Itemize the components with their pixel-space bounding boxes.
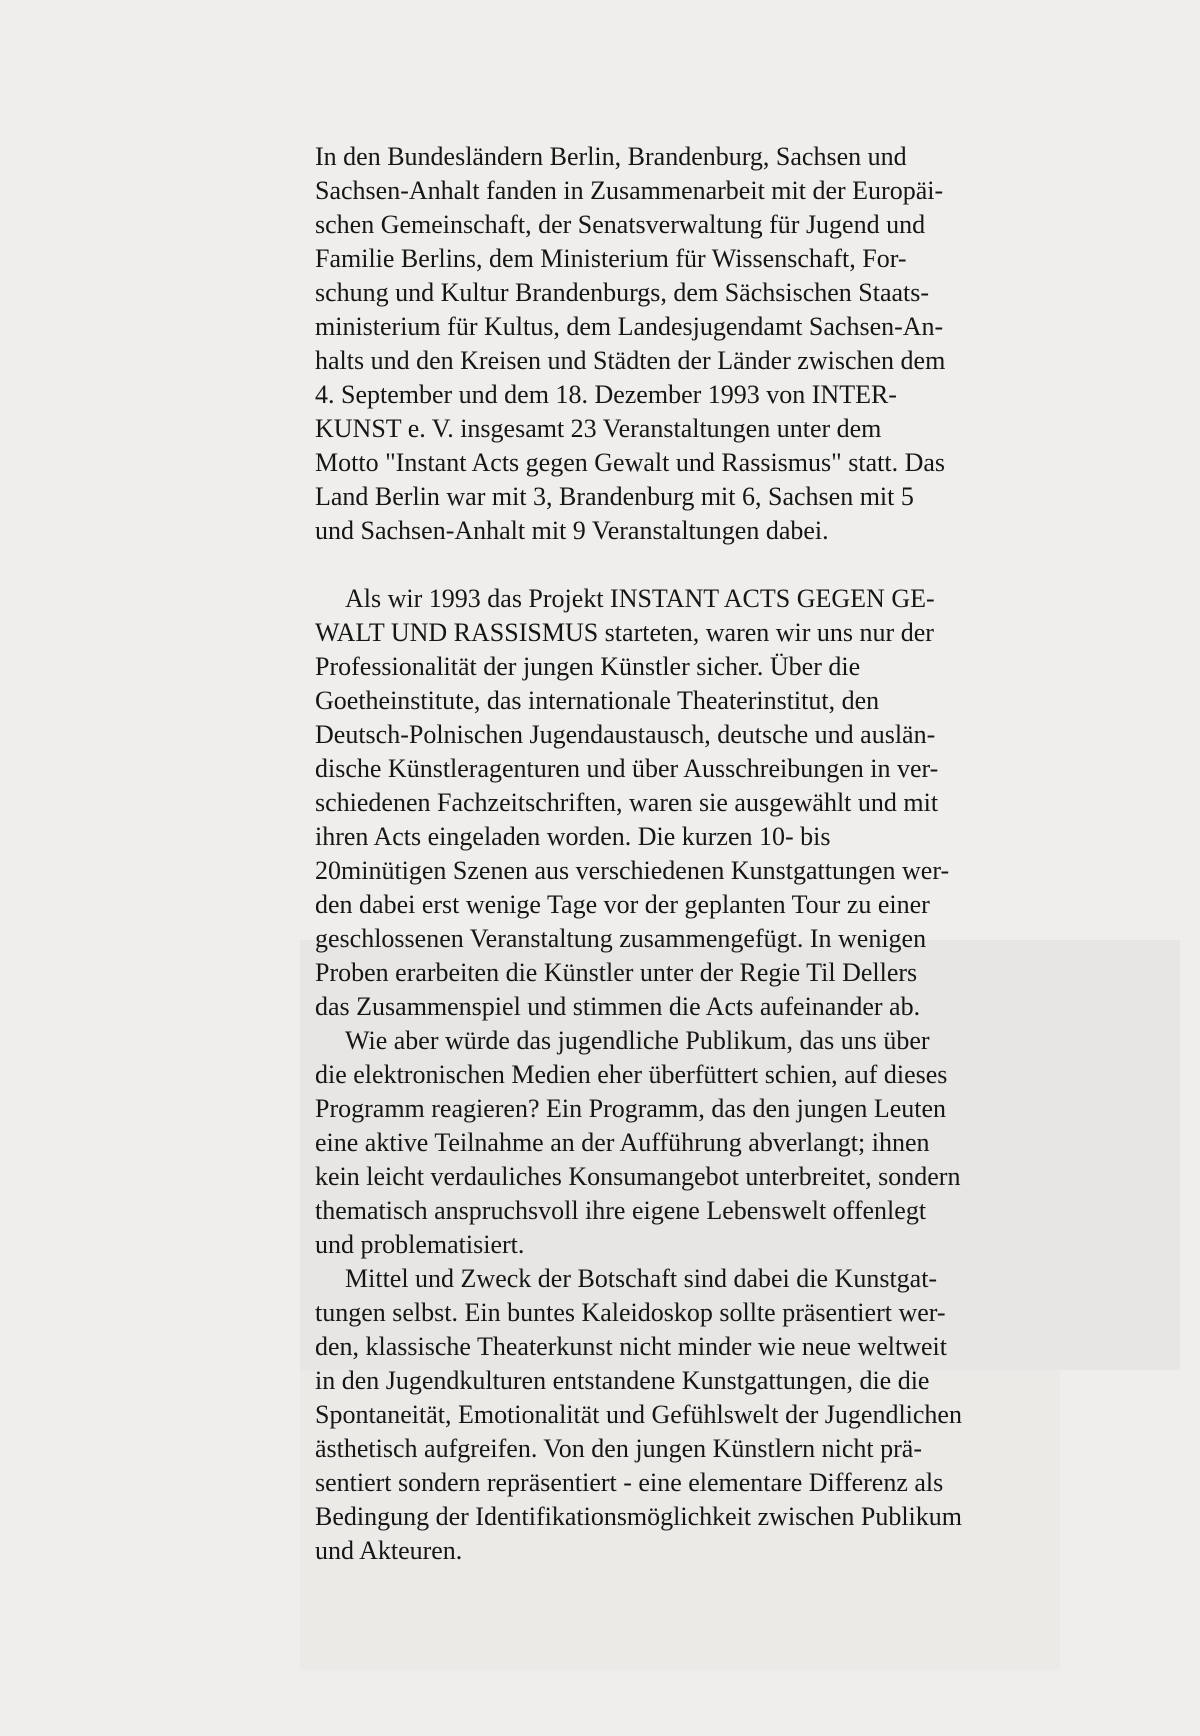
text-line: tungen selbst. Ein buntes Kaleidoskop sollte präsentiert wer- (315, 1298, 946, 1327)
text-line: die elektronischen Medien eher überfüttert schien, auf dieses (315, 1060, 948, 1089)
text-line: Professionalität der jungen Künstler sicher. Über die (315, 652, 861, 681)
text-line: KUNST e. V. insgesamt 23 Veranstaltungen unter dem (315, 414, 882, 443)
text-line: kein leicht verdauliches Konsumangebot unterbreitet, sondern (315, 1162, 961, 1191)
text-line: geschlossenen Veranstaltung zusammengefügt. In wenigen (315, 924, 927, 953)
text-line: und Sachsen-Anhalt mit 9 Veranstaltungen dabei. (315, 516, 829, 545)
text-line: 4. September und dem 18. Dezember 1993 von INTER- (315, 380, 897, 409)
text-line: den dabei erst wenige Tage vor der geplanten Tour zu einer (315, 890, 930, 919)
text-line: Spontaneität, Emotionalität und Gefühlswelt der Jugendlichen (315, 1400, 962, 1429)
text-line: dische Künstleragenturen und über Ausschreibungen in ver- (315, 754, 939, 783)
text-line: das Zusammenspiel und stimmen die Acts aufeinander ab. (315, 992, 921, 1021)
text-line: Programm reagieren? Ein Programm, das den jungen Leuten (315, 1094, 947, 1123)
text-line: und Akteuren. (315, 1536, 463, 1565)
text-line: Motto "Instant Acts gegen Gewalt und Rassismus" statt. Das (315, 448, 946, 477)
text-line: schiedenen Fachzeitschriften, waren sie ausgewählt und mit (315, 788, 939, 817)
text-line: den, klassische Theaterkunst nicht minder wie neue weltweit (315, 1332, 947, 1361)
text-line: Wie aber würde das jugendliche Publikum, das uns über (345, 1026, 930, 1055)
text-line: schung und Kultur Brandenburgs, dem Sächsischen Staats- (315, 278, 930, 307)
text-line: ästhetisch aufgreifen. Von den jungen Künstlern nicht prä- (315, 1434, 922, 1463)
text-line: halts und den Kreisen und Städten der Länder zwischen dem (315, 346, 946, 375)
text-line: Land Berlin war mit 3, Brandenburg mit 6, Sachsen mit 5 (315, 482, 914, 511)
paragraph-2 (315, 582, 1085, 1024)
text-line: Goetheinstitute, das internationale Theaterinstitut, den (315, 686, 880, 715)
text-line: eine aktive Teilnahme an der Aufführung abverlangt; ihnen (315, 1128, 930, 1157)
paragraph-spacer (315, 548, 1085, 582)
text-line: WALT UND RASSISMUS starteten, waren wir uns nur der (315, 618, 934, 647)
text-line: und problematisiert. (315, 1230, 525, 1259)
paragraph-1 (315, 140, 1085, 548)
text-line: Sachsen-Anhalt fanden in Zusammenarbeit mit der Europäi- (315, 176, 944, 205)
text-line: 20minütigen Szenen aus verschiedenen Kunstgattungen wer- (315, 856, 950, 885)
text-line: Deutsch-Polnischen Jugendaustausch, deutsche und auslän- (315, 720, 936, 749)
paragraph-4 (315, 1262, 1085, 1568)
text-line: Bedingung der Identifikationsmöglichkeit zwischen Publikum (315, 1502, 963, 1531)
text-line: ihren Acts eingeladen worden. Die kurzen 10- bis (315, 822, 831, 851)
text-line: thematisch anspruchsvoll ihre eigene Lebenswelt offenlegt (315, 1196, 927, 1225)
text-line: Familie Berlins, dem Ministerium für Wissenschaft, For- (315, 244, 907, 273)
text-line: in den Jugendkulturen entstandene Kunstgattungen, die die (315, 1366, 930, 1395)
text-line: Als wir 1993 das Projekt INSTANT ACTS GEGEN GE- (345, 584, 935, 613)
paragraph-3 (315, 1024, 1085, 1262)
text-line: sentiert sondern repräsentiert - eine elementare Differenz als (315, 1468, 944, 1497)
body-text (315, 140, 1085, 1568)
text-line: Mittel und Zweck der Botschaft sind dabei die Kunstgat- (345, 1264, 938, 1293)
text-line: Proben erarbeiten die Künstler unter der Regie Til Dellers (315, 958, 918, 987)
text-line: schen Gemeinschaft, der Senatsverwaltung für Jugend und (315, 210, 926, 239)
text-line: ministerium für Kultus, dem Landesjugendamt Sachsen-An- (315, 312, 944, 341)
text-line: In den Bundesländern Berlin, Brandenburg, Sachsen und (315, 142, 907, 171)
